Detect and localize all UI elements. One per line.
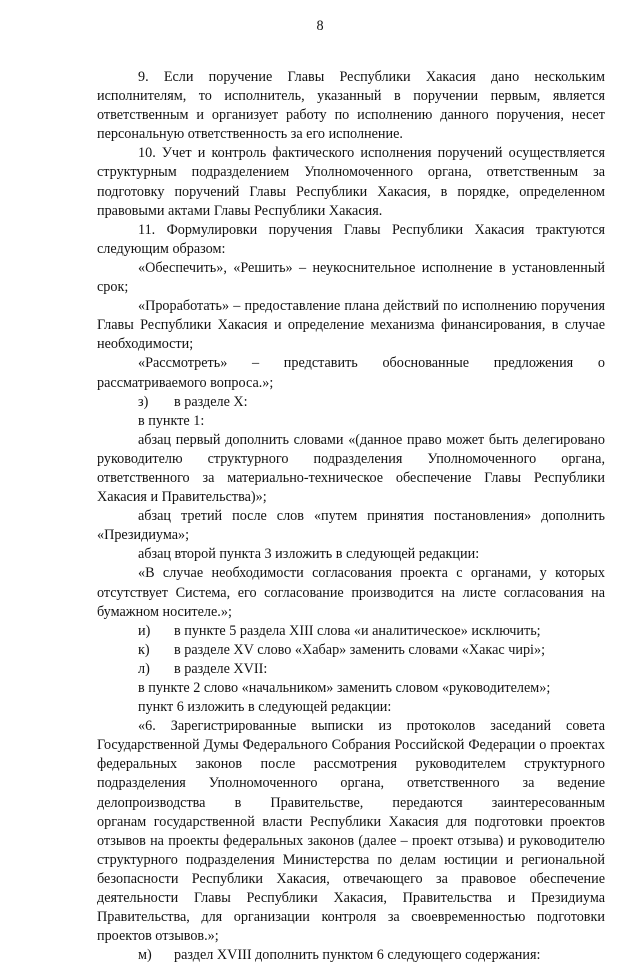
- text-line: [97, 641, 605, 660]
- text-line: «Рассмотреть» – представить обоснованные предложения о: [138, 355, 605, 372]
- text-line: правовыми актами Главы Республики Хакасия.: [97, 202, 383, 219]
- text-line: необходимости;: [97, 336, 194, 353]
- text-line: [97, 393, 605, 412]
- text-line: [97, 946, 605, 965]
- text-line: в пункте 1:: [138, 412, 205, 429]
- text-line: безопасности Республики Хакасия, отвечающего за правовое обеспечение: [97, 870, 605, 887]
- item-label: и): [138, 622, 151, 639]
- text-line: [97, 622, 605, 641]
- text-line: 11. Формулировки поручения Главы Республики Хакасия трактуются: [138, 221, 605, 238]
- item-text: раздел XVIII дополнить пунктом 6 следующего содержания:: [174, 947, 541, 964]
- text-line: делопроизводства в Правительстве, передаются заинтересованным: [97, 794, 605, 811]
- item-label: м): [138, 947, 152, 964]
- text-line: Главы Республики Хакасия и определение механизма финансирования, в случае: [97, 317, 605, 334]
- text-line: руководителю структурного подразделения Уполномоченного органа,: [97, 450, 605, 467]
- text-line: Государственной Думы Федерального Собрания Российской Федерации о проектах: [97, 737, 605, 754]
- document-body: [97, 68, 605, 965]
- item-text: в пункте 5 раздела XIII слова «и аналитическое» исключить;: [174, 622, 541, 639]
- text-line: абзац третий после слов «путем принятия постановления» дополнить: [138, 508, 605, 525]
- item-label: з): [138, 393, 149, 410]
- text-line: 9. Если поручение Главы Республики Хакасия дано нескольким: [138, 69, 605, 85]
- text-line: органам государственной власти Республики Хакасия для подготовки проектов: [97, 813, 605, 830]
- item-label: к): [138, 641, 150, 658]
- text-line: «Проработать» – предоставление плана действий по исполнению поручения: [138, 298, 605, 315]
- text-line: подготовку поручений Главы Республики Хакасия, в порядке, определенном: [97, 183, 605, 200]
- text-line: структурным подразделением Уполномоченного органа, ответственным за: [97, 164, 605, 181]
- text-line: «6. Зарегистрированные выписки из протоколов заседаний совета: [138, 718, 605, 735]
- text-line: подразделения Уполномоченного органа, ответственного за ведение: [97, 775, 605, 792]
- item-label: л): [138, 660, 150, 677]
- item-text: в разделе XV слово «Хабар» заменить словами «Хакас чирі»;: [174, 641, 546, 658]
- text-line: «В случае необходимости согласования проекта с органами, у которых: [138, 565, 605, 582]
- text-line: в пункте 2 слово «начальником» заменить словом «руководителем»;: [138, 680, 551, 696]
- text-line: [97, 660, 605, 679]
- text-line: бумажном носителе.»;: [97, 603, 232, 620]
- page-number: 8: [316, 18, 324, 34]
- text-line: Правительства, для организации контроля за своевременностью подготовки: [97, 909, 605, 926]
- text-line: 10. Учет и контроль фактического исполнения поручений осуществляется: [138, 145, 605, 162]
- text-line: абзац второй пункта 3 изложить в следующей редакции:: [138, 546, 480, 563]
- text-line: персональную ответственность за его исполнение.: [97, 126, 403, 143]
- text-line: проектов отзывов.»;: [97, 928, 219, 945]
- text-line: срок;: [97, 279, 129, 296]
- text-line: абзац первый дополнить словами «(данное право может быть делегировано: [138, 431, 605, 448]
- text-line: пункт 6 изложить в следующей редакции:: [138, 699, 392, 716]
- text-line: «Президиума»;: [97, 527, 190, 544]
- text-line: отсутствует Система, его согласование производится на листе согласования на: [97, 584, 605, 601]
- text-line: исполнителям, то исполнитель, указанный в поручении первым, является: [97, 88, 605, 105]
- text-line: Хакасия и Правительства)»;: [97, 489, 267, 506]
- text-line: отзывов на проекты федеральных законов (далее – проект отзыва) и руководителю: [97, 832, 605, 849]
- item-text: в разделе X:: [174, 393, 248, 410]
- text-line: следующим образом:: [97, 240, 226, 257]
- text-line: ответственного за материально-техническое обеспечение Главы Республики: [97, 469, 605, 486]
- text-line: деятельности Главы Республики Хакасия, Правительства и Президиума: [97, 890, 605, 907]
- text-line: структурного подразделения Министерства по делам юстиции и региональной: [97, 851, 605, 868]
- item-text: в разделе XVII:: [174, 660, 268, 677]
- text-line: рассматриваемого вопроса.»;: [97, 374, 274, 391]
- text-line: ответственным и организует работу по исполнению данного поручения, несет: [97, 107, 605, 124]
- text-line: «Обеспечить», «Решить» – неукоснительное исполнение в установленный: [138, 259, 605, 276]
- text-line: федеральных законов после рассмотрения руководителем структурного: [97, 756, 605, 773]
